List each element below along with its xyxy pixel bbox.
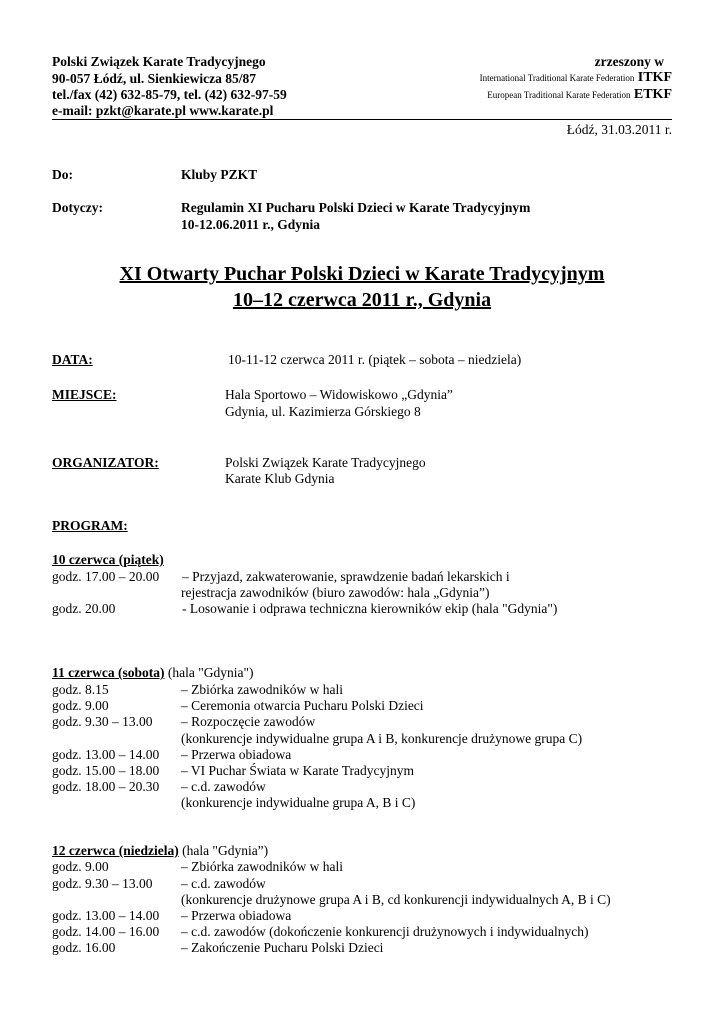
- itkf-full: International Traditional Karate Federation: [479, 73, 635, 83]
- row-time: godz. 15.00 – 18.00: [52, 763, 160, 778]
- row-time: godz. 9.30 – 13.00: [52, 714, 153, 729]
- row-text: (konkurencje indywidualne grupa A, B i C): [181, 795, 416, 810]
- org-email-www: e-mail: pzkt@karate.pl www.karate.pl: [52, 103, 274, 118]
- dotyczy-label: Dotyczy:: [52, 200, 103, 215]
- row-text: rejestracja zawodników (biuro zawodów: hala „Gdynia”): [181, 585, 490, 600]
- document-title-line1: XI Otwarty Puchar Polski Dzieci w Karate Tradycyjnym: [119, 263, 605, 285]
- org-address: 90-057 Łódź, ul. Sienkiewicza 85/87: [52, 71, 257, 86]
- miejsce-line2: Gdynia, ul. Kazimierza Górskiego 8: [225, 404, 421, 419]
- day3-heading-line: [52, 843, 268, 859]
- row-time: godz. 9.00: [52, 698, 109, 713]
- row-text: – c.d. zawodów: [181, 876, 266, 891]
- document-title-line2: 10–12 czerwca 2011 r., Gdynia: [232, 289, 492, 311]
- row-text: – c.d. zawodów: [181, 779, 266, 794]
- row-text: – Rozpoczęcie zawodów: [181, 714, 316, 729]
- row-time: godz. 13.00 – 14.00: [52, 747, 160, 762]
- row-time: godz. 13.00 – 14.00: [52, 908, 160, 923]
- place-date: Łódź, 31.03.2011 r.: [566, 122, 672, 137]
- row-time: godz. 17.00 – 20.00: [52, 569, 160, 584]
- row-text: – Zbiórka zawodników w hali: [181, 682, 343, 697]
- row-time: godz. 16.00: [52, 940, 116, 955]
- miejsce-label: MIEJSCE:: [52, 387, 117, 402]
- row-time: godz. 18.00 – 20.30: [52, 779, 160, 794]
- program-label: PROGRAM:: [52, 518, 128, 533]
- row-text: – Ceremonia otwarcia Pucharu Polski Dzieci: [181, 698, 424, 713]
- dotyczy-line2: 10-12.06.2011 r., Gdynia: [181, 217, 321, 232]
- day2-venue: (hala "Gdynia"): [164, 665, 254, 680]
- miejsce-line1: Hala Sportowo – Widowiskowo „Gdynia”: [225, 387, 453, 402]
- etkf-abbr: ETKF: [633, 87, 672, 102]
- organizator-line1: Polski Związek Karate Tradycyjnego: [225, 455, 426, 470]
- member-of-label: zrzeszony w: [594, 54, 664, 69]
- day3-heading: 12 czerwca (niedziela): [52, 843, 179, 858]
- data-value: 10-11-12 czerwca 2011 r. (piątek – sobota – niedziela): [228, 352, 522, 367]
- row-text: – VI Puchar Świata w Karate Tradycyjnym: [181, 763, 414, 778]
- organizator-line2: Karate Klub Gdynia: [225, 471, 335, 486]
- organizator-label: ORGANIZATOR:: [52, 455, 159, 470]
- row-text: – Przyjazd, zakwaterowanie, sprawdzenie badań lekarskich i: [182, 569, 510, 584]
- header-divider: [52, 119, 672, 120]
- org-name: Polski Związek Karate Tradycyjnego: [52, 54, 266, 69]
- data-label: DATA:: [52, 352, 93, 367]
- etkf-full: European Traditional Karate Federation: [487, 90, 631, 100]
- row-time: godz. 9.00: [52, 859, 109, 874]
- itkf-line: [480, 69, 672, 86]
- etkf-line: [487, 86, 672, 103]
- row-text: – Zakończenie Pucharu Polski Dzieci: [181, 940, 384, 955]
- row-text: – Zbiórka zawodników w hali: [181, 859, 343, 874]
- row-text: (konkurencje indywidualne grupa A i B, konkurencje drużynowe grupa C): [181, 731, 583, 746]
- row-time: godz. 14.00 – 16.00: [52, 924, 160, 939]
- row-text: - Losowanie i odprawa techniczna kierowników ekip (hala "Gdynia"): [182, 601, 558, 616]
- row-text: – Przerwa obiadowa: [181, 747, 292, 762]
- day1-heading: 10 czerwca (piątek): [52, 552, 164, 567]
- day2-heading: 11 czerwca (sobota): [52, 665, 165, 680]
- org-phone: tel./fax (42) 632-85-79, tel. (42) 632-97-59: [52, 87, 287, 102]
- row-text: – c.d. zawodów (dokończenie konkurencji drużynowych i indywidualnych): [181, 924, 589, 939]
- itkf-abbr: ITKF: [637, 70, 672, 85]
- row-time: godz. 20.00: [52, 601, 116, 616]
- do-value: Kluby PZKT: [181, 167, 258, 182]
- row-time: godz. 8.15: [52, 682, 109, 697]
- day3-venue: (hala "Gdynia”): [178, 843, 269, 858]
- row-text: (konkurencje drużynowe grupa A i B, cd konkurencji indywidualnych A, B i C): [181, 892, 611, 907]
- row-text: – Przerwa obiadowa: [181, 908, 292, 923]
- do-label: Do:: [52, 167, 73, 182]
- day2-heading-line: [52, 665, 253, 681]
- dotyczy-line1: Regulamin XI Pucharu Polski Dzieci w Karate Tradycyjnym: [181, 200, 531, 215]
- row-time: godz. 9.30 – 13.00: [52, 876, 153, 891]
